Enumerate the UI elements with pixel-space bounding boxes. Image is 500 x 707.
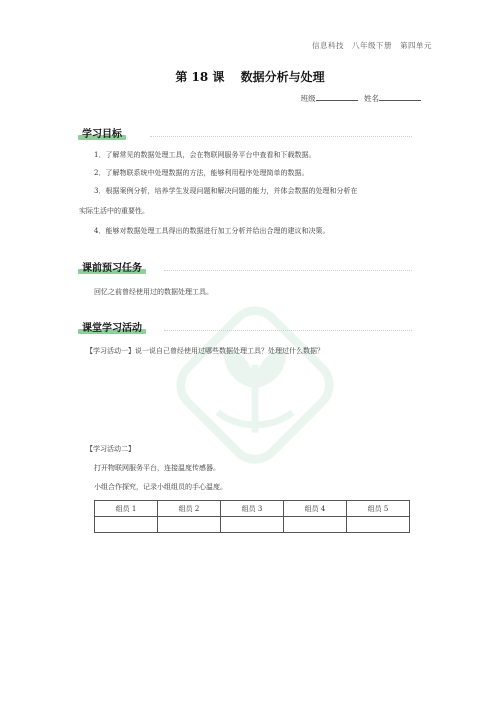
preview-text: 回忆之前曾经使用过的数据处理工具。 — [94, 288, 213, 296]
name-label: 姓名 — [364, 94, 379, 103]
class-blank[interactable] — [316, 92, 358, 101]
student-info — [301, 92, 425, 104]
lesson-name: 数据分析与处理 — [240, 70, 325, 84]
table-header-cell: 组员 1 — [95, 501, 158, 517]
table-header-cell: 组员 4 — [284, 501, 347, 517]
section-rule — [150, 136, 412, 137]
activity-two-text: 打开物联网服务平台，连接温度传感器。 — [94, 464, 220, 472]
table-header-cell: 组员 3 — [221, 501, 284, 517]
table-header-cell: 组员 2 — [158, 501, 221, 517]
logo-watermark — [170, 300, 340, 470]
classroom-heading: 课堂学习活动 — [78, 319, 146, 334]
table-input-cell[interactable] — [158, 517, 221, 533]
section-rule — [164, 270, 412, 271]
class-label: 班级 — [300, 94, 316, 103]
objective-item: 1．了解常见的数据处理工具，会在物联网服务平台中查看和下载数据。 — [94, 151, 316, 159]
objectives-heading: 学习目标 — [78, 125, 126, 140]
objective-item: 3．根据案例分析，培养学生发现问题和解决问题的能力，并体会数据的处理和分析在 — [94, 187, 358, 195]
table-input-cell[interactable] — [347, 517, 410, 533]
header-text: 信息科技 八年级下册 第四单元 — [312, 41, 432, 50]
section-rule — [164, 330, 412, 331]
table-input-cell[interactable] — [95, 517, 158, 533]
objective-item: 2．了解物联系统中处理数据的方法，能够利用程序处理简单的数据。 — [94, 169, 309, 177]
objective-item-continued: 实际生活中的重要性。 — [79, 207, 149, 215]
lesson-number: 第 18 课 — [175, 70, 225, 84]
activity-two-title: 【学习活动二】 — [86, 445, 135, 453]
name-blank[interactable] — [379, 92, 421, 101]
table-input-cell[interactable] — [284, 517, 347, 533]
table-input-cell[interactable] — [221, 517, 284, 533]
preview-heading: 课前预习任务 — [78, 259, 146, 274]
activity-two-text: 小组合作探究，记录小组组员的手心温度。 — [94, 483, 227, 491]
objective-item: 4．能够对数据处理工具得出的数据进行加工分析并给出合理的建议和决策。 — [94, 227, 330, 235]
member-temperature-table — [94, 500, 410, 533]
table-row — [95, 517, 410, 533]
lesson-title — [0, 68, 500, 85]
table-header-cell: 组员 5 — [347, 501, 410, 517]
table-header-row — [95, 501, 410, 517]
activity-one: 【学习活动一】说一说自己曾经使用过哪些数据处理工具？处理过什么数据？ — [86, 347, 324, 355]
